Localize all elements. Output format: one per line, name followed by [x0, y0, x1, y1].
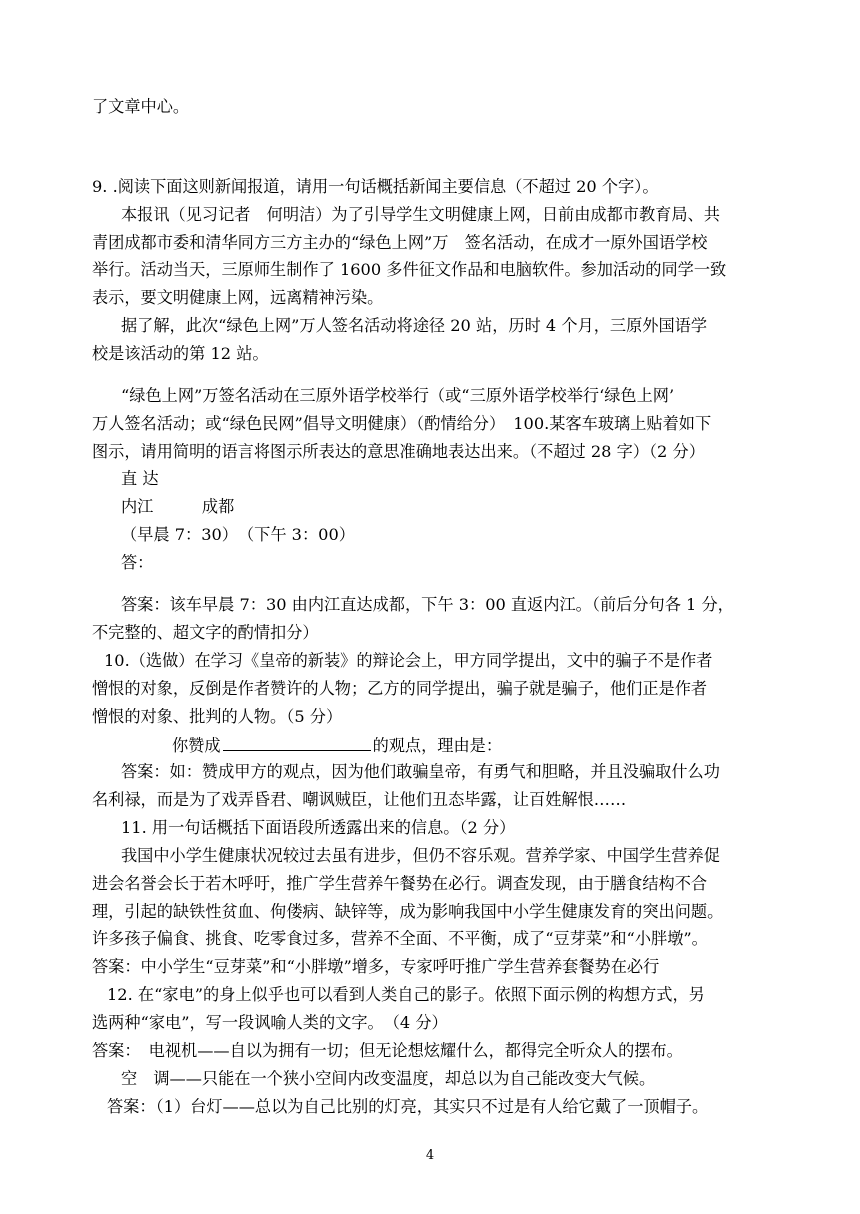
paragraph-line: 进会名誉会长于若木呼吁，推广学生营养午餐势在必行。调查发现，由于膳食结构不合	[92, 874, 708, 893]
answer-line: 名利禄，而是为了戏弄昏君、嘲讽贼臣，让他们丑态毕露，让百姓解恨……	[92, 790, 627, 809]
answer-line: 答案：如：赞成甲方的观点，因为他们敢骗皇帝，有勇气和胆略，并且没骗取什么功	[121, 762, 720, 781]
sign-text: 直 达	[121, 469, 159, 488]
question-line: 图示，请用简明的语言将图示所表达的意思准确地表达出来。（不超过 28 字）（2 分）	[92, 442, 705, 461]
answer-line: 答案：（1）台灯——总以为自己比别的灯亮，其实只不过是有人给它戴了一顶帽子。	[107, 1097, 709, 1116]
answer-blank[interactable]	[223, 734, 371, 751]
news-paragraph-line: 青团成都市委和清华同方三方主办的“绿色上网”万 签名活动，在成才一原外国语学校	[92, 233, 708, 252]
fill-in-line	[172, 734, 502, 756]
answer-line: 答案： 电视机——自以为拥有一切；但无论想炫耀什么，都得完全听众人的摆布。	[92, 1041, 683, 1060]
question-10-line: 10.（选做）在学习《皇帝的新装》的辩论会上，甲方同学提出，文中的骗子不是作者	[104, 651, 713, 670]
question-9-prompt: 9. .阅读下面这则新闻报道，请用一句话概括新闻主要信息（不超过 20 个字）。	[92, 177, 659, 196]
answer-line: 答案：中小学生“豆芽菜”和“小胖墩”增多，专家呼吁推广学生营养套餐势在必行	[92, 957, 660, 976]
question-12-line: 选两种“家电”，写一段讽喻人类的文字。 （4 分）	[92, 1013, 448, 1032]
fill-in-prefix: 你赞成	[172, 736, 221, 755]
page-number: 4	[425, 1148, 435, 1163]
answer-line: 万人签名活动；或“绿色民网”倡导文明健康）（酌情给分） 100.某客车玻璃上贴着如下	[92, 414, 712, 433]
news-paragraph-line: 本报讯（见习记者 何明洁）为了引导学生文明健康上网，日前由成都市教育局、共	[121, 205, 720, 224]
answer-line: “绿色上网”万签名活动在三原外语学校举行（或“三原外语学校举行‘绿色上网’	[121, 386, 675, 405]
sign-text: 内江 成都	[121, 497, 235, 516]
paragraph-line: 许多孩子偏食、挑食、吃零食过多，营养不全面、不平衡，成了“豆芽菜”和“小胖墩”。	[92, 929, 708, 948]
answer-line: 答案：该车早晨 7：30 由内江直达成都，下午 3：00 直返内江。（前后分句各 1 分，	[121, 595, 734, 614]
paragraph-line: 我国中小学生健康状况较过去虽有进步，但仍不容乐观。营养学家、中国学生营养促	[121, 846, 720, 865]
answer-label: 答：	[121, 553, 154, 572]
question-10-line: 憎恨的对象，反倒是作者赞许的人物；乙方的同学提出，骗子就是骗子，他们正是作者	[92, 679, 708, 698]
answer-line: 空 调——只能在一个狭小空间内改变温度，却总以为自己能改变大气候。	[121, 1069, 656, 1088]
news-paragraph-line: 举行。活动当天，三原师生制作了 1600 多件征文作品和电脑软件。参加活动的同学一致	[92, 260, 727, 279]
question-11-prompt: 11. 用一句话概括下面语段所透露出来的信息。（2 分）	[121, 818, 516, 837]
text-line: 了文章中心。	[92, 97, 190, 116]
fill-in-suffix: 的观点，理由是：	[372, 736, 503, 755]
paragraph-line: 理，引起的缺铁性贫血、佝偻病、缺锌等，成为影响我国中小学生健康发育的突出问题。	[92, 902, 724, 921]
news-paragraph-line: 据了解，此次“绿色上网”万人签名活动将途径 20 站，历时 4 个月，三原外国语学	[121, 316, 708, 335]
sign-text: （早晨 7：30） （下午 3：00）	[121, 525, 355, 544]
question-10-line: 憎恨的对象、批判的人物。（5 分）	[92, 707, 343, 726]
news-paragraph-line: 表示，要文明健康上网，远离精神污染。	[92, 288, 384, 307]
answer-line: 不完整的、超文字的酌情扣分）	[92, 623, 319, 642]
question-12-line: 12. 在“家电”的身上似乎也可以看到人类自己的影子。依照下面示例的构想方式，另	[107, 985, 705, 1004]
news-paragraph-line: 校是该活动的第 12 站。	[92, 344, 269, 363]
